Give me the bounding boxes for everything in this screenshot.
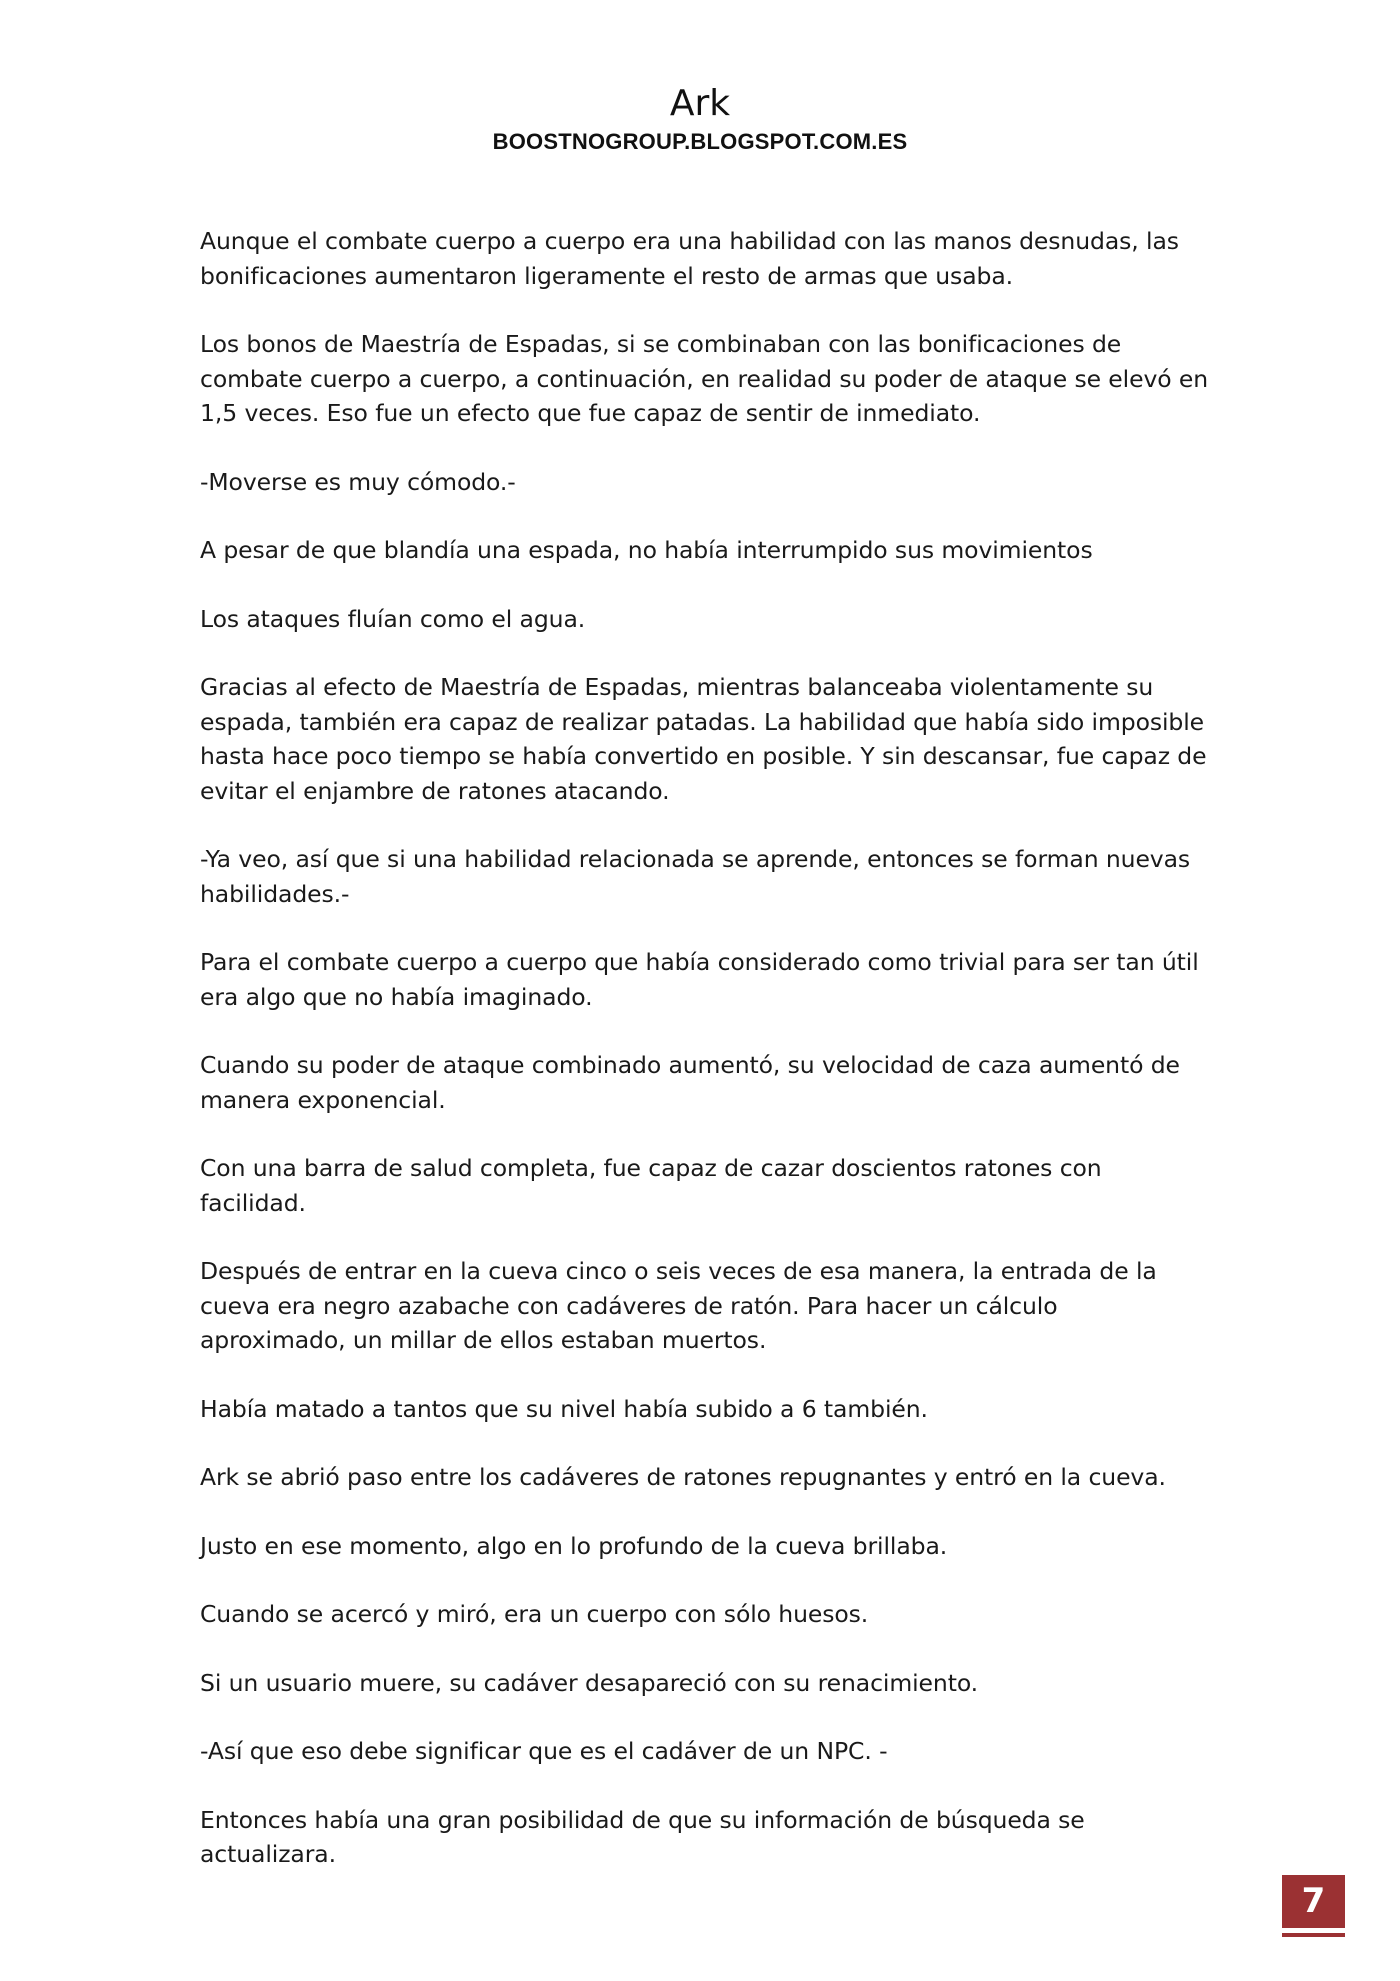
paragraph: Entonces había una gran posibilidad de que su información de búsqueda se actualizara. xyxy=(200,1805,1085,1868)
paragraph: Los bonos de Maestría de Espadas, si se combinaban con las bonificaciones de combate cuerpo a cuerpo, a continuación, en realidad su poder de ataque se elevó en 1,5 veces. Eso fue un efecto que fue capaz de sentir de inmediato. xyxy=(200,330,1209,427)
paragraph: Gracias al efecto de Maestría de Espadas, mientras balanceaba violentamente su espada, también era capaz de realizar patadas. La habilidad que había sido imposible hasta hace poco tiempo se había convertido en posible. Y sin descansar, fue capaz de evitar el enjambre de ratones atacando. xyxy=(200,673,1207,805)
page-number: 7 xyxy=(1282,1875,1345,1928)
document-source-url: BOOSTNOGROUP.BLOGSPOT.COM.ES xyxy=(492,129,908,154)
paragraph: Después de entrar en la cueva cinco o seis veces de esa manera, la entrada de la cueva era negro azabache con cadáveres de ratón. Para hacer un cálculo aproximado, un millar de ellos estaban muertos. xyxy=(200,1257,1157,1354)
page-header xyxy=(0,82,1400,156)
paragraph: Los ataques fluían como el agua. xyxy=(200,604,586,633)
paragraph: -Ya veo, así que si una habilidad relacionada se aprende, entonces se forman nuevas habilidades.- xyxy=(200,845,1191,908)
paragraph: Justo en ese momento, algo en lo profundo de la cueva brillaba. xyxy=(200,1531,948,1560)
paragraph: Cuando su poder de ataque combinado aumentó, su velocidad de caza aumentó de manera exponencial. xyxy=(200,1051,1180,1114)
paragraph: Había matado a tantos que su nivel había subido a 6 también. xyxy=(200,1394,928,1423)
paragraph: Para el combate cuerpo a cuerpo que había considerado como trivial para ser tan útil era algo que no había imaginado. xyxy=(200,948,1199,1011)
paragraph: Cuando se acercó y miró, era un cuerpo con sólo huesos. xyxy=(200,1600,869,1628)
document-body xyxy=(200,224,1210,1906)
paragraph: Si un usuario muere, su cadáver desapareció con su renacimiento. xyxy=(200,1668,979,1697)
document-title: Ark xyxy=(669,83,731,124)
paragraph: Con una barra de salud completa, fue capaz de cazar doscientos ratones con facilidad. xyxy=(200,1154,1102,1217)
paragraph: -Moverse es muy cómodo.- xyxy=(200,467,516,496)
page-number-underline xyxy=(1282,1933,1345,1937)
paragraph: Ark se abrió paso entre los cadáveres de ratones repugnantes y entró en la cueva. xyxy=(200,1463,1166,1491)
paragraph: Aunque el combate cuerpo a cuerpo era una habilidad con las manos desnudas, las bonificaciones aumentaron ligeramente el resto de armas que usaba. xyxy=(200,227,1179,290)
paragraph: -Así que eso debe significar que es el cadáver de un NPC. - xyxy=(200,1737,888,1765)
paragraph: A pesar de que blandía una espada, no había interrumpido sus movimientos xyxy=(200,536,1093,564)
